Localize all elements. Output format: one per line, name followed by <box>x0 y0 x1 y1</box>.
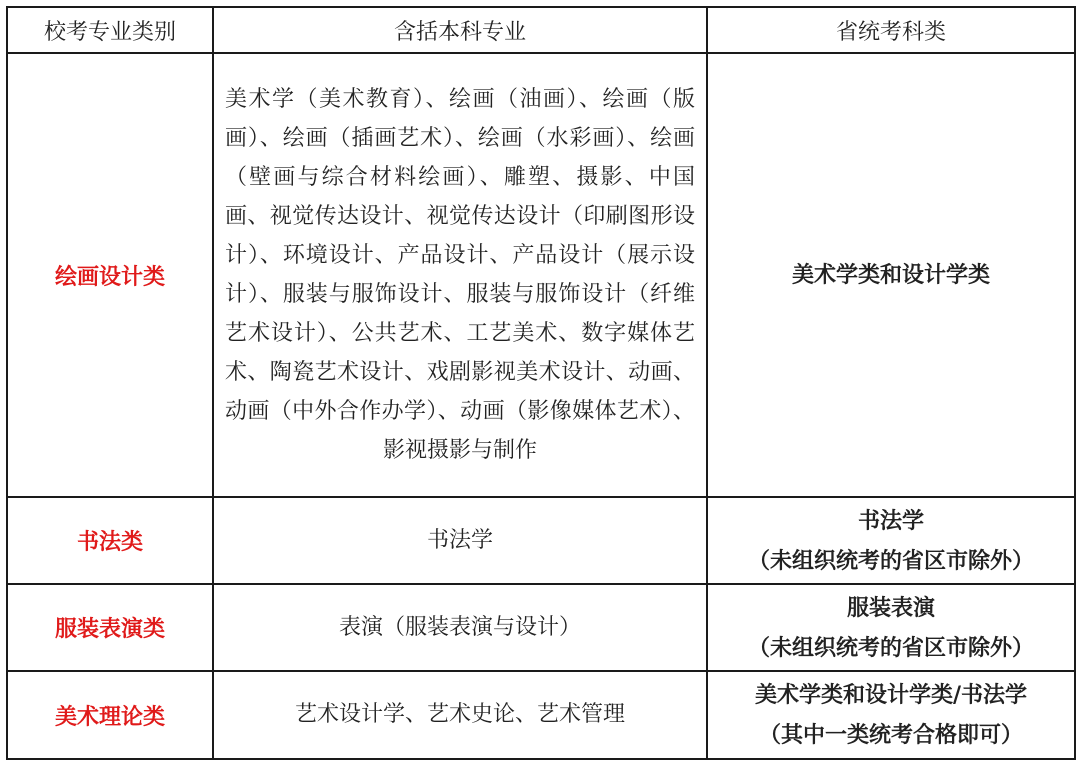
provincial-cell <box>707 671 1075 759</box>
category-cell: 书法类 <box>7 497 213 584</box>
header-category: 校考专业类别 <box>7 7 213 53</box>
header-majors: 含括本科专业 <box>213 7 707 53</box>
table-header-row <box>7 7 1075 53</box>
majors-text: 美术学（美术教育）、绘画（油画）、绘画（版画）、绘画（插画艺术）、绘画（水彩画）、绘画（壁画与综合材料绘画）、雕塑、摄影、中国画、视觉传达设计、视觉传达设计（印刷图形设计）、环境设计、产品设计、产品设计（展示设计）、服装与服饰设计、服装与服饰设计（纤维艺术设计）、公共艺术、工艺美术、数字媒体艺术、陶瓷艺术设计、戏剧影视美术设计、动画、动画（中外合作办学）、动画（影像媒体艺术）、影视摄影与制作 <box>225 87 695 463</box>
table-row <box>7 671 1075 759</box>
provincial-cell <box>707 53 1075 497</box>
provincial-cell <box>707 584 1075 671</box>
category-cell: 美术理论类 <box>7 671 213 759</box>
provincial-line: 美术学类和设计学类/书法学 <box>754 682 1028 708</box>
category-cell: 服装表演类 <box>7 584 213 671</box>
table-row <box>7 584 1075 671</box>
category-cell: 绘画设计类 <box>7 53 213 497</box>
table-row <box>7 497 1075 584</box>
majors-cell <box>213 53 707 497</box>
provincial-line: 服装表演 <box>846 594 935 621</box>
admissions-table <box>6 6 1076 760</box>
provincial-note: （其中一类统考合格即可） <box>758 722 1023 748</box>
provincial-line: 美术学类和设计学类 <box>791 262 990 288</box>
provincial-cell <box>707 497 1075 584</box>
header-provincial: 省统考科类 <box>707 7 1075 53</box>
provincial-note: （未组织统考的省区市除外） <box>747 547 1034 574</box>
majors-cell: 书法学 <box>213 497 707 584</box>
majors-cell: 表演（服装表演与设计） <box>213 584 707 671</box>
provincial-line: 书法学 <box>857 507 924 534</box>
majors-cell: 艺术设计学、艺术史论、艺术管理 <box>213 671 707 759</box>
provincial-note: （未组织统考的省区市除外） <box>747 634 1034 661</box>
table-row <box>7 53 1075 497</box>
admissions-table-container <box>6 6 1074 758</box>
